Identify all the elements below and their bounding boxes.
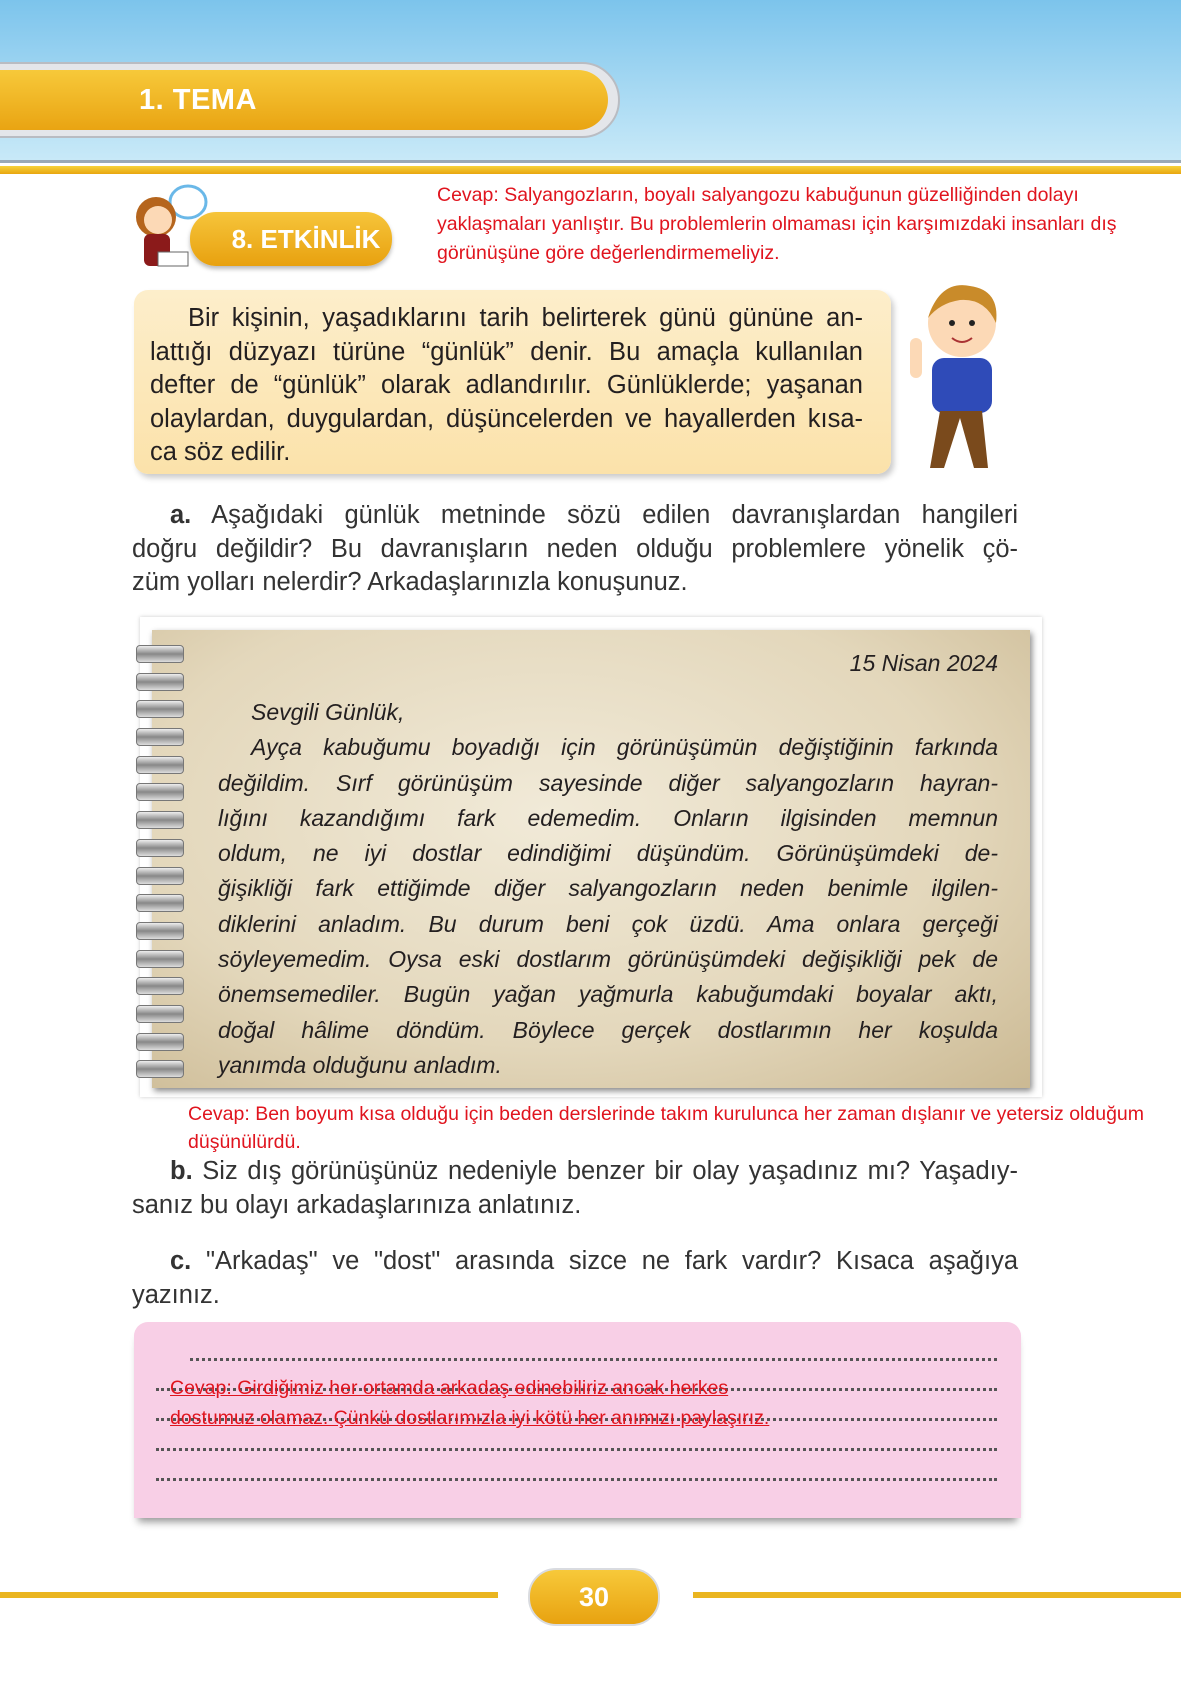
page-number: 30 [528,1568,660,1626]
question-line: sanız bu olayı arkadaşlarınıza anlatınız. [132,1190,582,1219]
spiral-binding [136,645,188,1088]
diary-text [218,695,998,1083]
theme-banner [0,62,620,138]
info-line: ca söz edilir. [150,438,291,466]
activity-badge: 8. ETKİNLİK [190,212,392,266]
diary-line: Ayça kabuğumu boyadığı için görünüşümün değiştiğinin farkında [251,734,998,761]
diary-line: yanımda olduğunu anladım. [218,1051,502,1078]
diary-line: lığını kazandığımı fark edemedim. Onların ilgisinden memnun [218,804,998,831]
writing-line [190,1358,997,1361]
footer-line-left [0,1592,498,1598]
question-b [132,1155,1018,1222]
diary-greeting: Sevgili Günlük, [251,699,405,725]
info-line: lattığı düzyazı türüne “günlük” denir. Bu amaçla kullanılan [150,337,863,366]
boy-illustration-icon [900,278,1020,478]
question-line: Aşağıdaki günlük metninde sözü edilen davranışlardan hangileri [211,501,1018,529]
question-c [132,1245,1018,1312]
answer-line: dostumuz olamaz. Çünkü dostlarımızla iyi kötü her anımızı paylaşırız. [170,1407,770,1429]
question-line: yazınız. [132,1280,220,1309]
question-line: "Arkadaş" ve "dost" arasında sizce ne fark vardır? Kısaca aşağıya [205,1247,1018,1275]
diary-line: değildim. Sırf görünüşüm sayesinde diğer salyangozların hayran- [218,769,998,796]
footer-line-right [693,1592,1181,1598]
question-letter: c. [170,1247,192,1275]
question-line: Siz dış görünüşünüz nedeniyle benzer bir olay yaşadınız mı? Yaşadıy- [202,1157,1018,1185]
diary-line: oldum, ne iyi dostlar edindiğimi düşündüm. Görünüşümdeki de- [218,840,998,867]
question-line: doğru değildir? Bu davranışların neden olduğu problemlere yönelik çö- [132,534,1018,563]
answer-text [170,1373,970,1433]
diary-line: diklerini anladım. Bu durum beni çok üzdü. Ama onlara gerçeği [218,910,998,937]
diary-line: doğal hâlime döndüm. Böylece gerçek dostlarımın her koşulda [218,1016,998,1043]
diary-date: 15 Nisan 2024 [849,650,998,676]
theme-title: 1. TEMA [0,70,608,130]
header-divider [0,166,1181,174]
girl-illustration-icon [118,182,218,272]
info-line: defter de “günlük” olarak adlandırılır. Günlüklerde; yaşanan [150,371,863,399]
question-line: züm yolları nelerdir? Arkadaşlarınızla konuşunuz. [132,568,688,596]
question-letter: b. [170,1157,193,1185]
answer-line: Cevap: Girdiğimiz her ortamda arkadaş edinebiliriz ancak herkes [170,1377,729,1399]
answer-text: Cevap: Ben boyum kısa olduğu için beden derslerinde takım kurulunca her zaman dışlanır ve yetersiz olduğum düşünülürdü. [188,1103,1145,1153]
info-line: Bir kişinin, yaşadıklarını tarih belirterek günü gününe an- [188,304,863,332]
answer-text: Cevap: Salyangozların, boyalı salyangozu kabuğunun güzelliğinden dolayı yaklaşmaları yanlıştır. Bu problemlerin olmaması için karşımızdaki insanları dış görünüşüne göre değerlendirmemeliyiz. [437,184,1117,264]
writing-line [156,1448,997,1451]
diary-line: ğişikliği fark ettiğimde diğer salyangozların neden benimle ilgilen- [218,875,998,902]
writing-line [156,1478,997,1481]
diary-line: önemsemediler. Bugün yağan yağmurla kabuğumdaki boyalar aktı, [218,981,998,1008]
info-line: olaylardan, duygulardan, düşüncelerden ve hayallerden kısa- [150,404,863,433]
info-box [134,290,891,474]
diary-line: söyleyemedim. Oysa eski dostlarım görünüşümdeki değişikliği pek de [218,946,998,973]
question-a [132,499,1018,600]
question-letter: a. [170,501,192,529]
